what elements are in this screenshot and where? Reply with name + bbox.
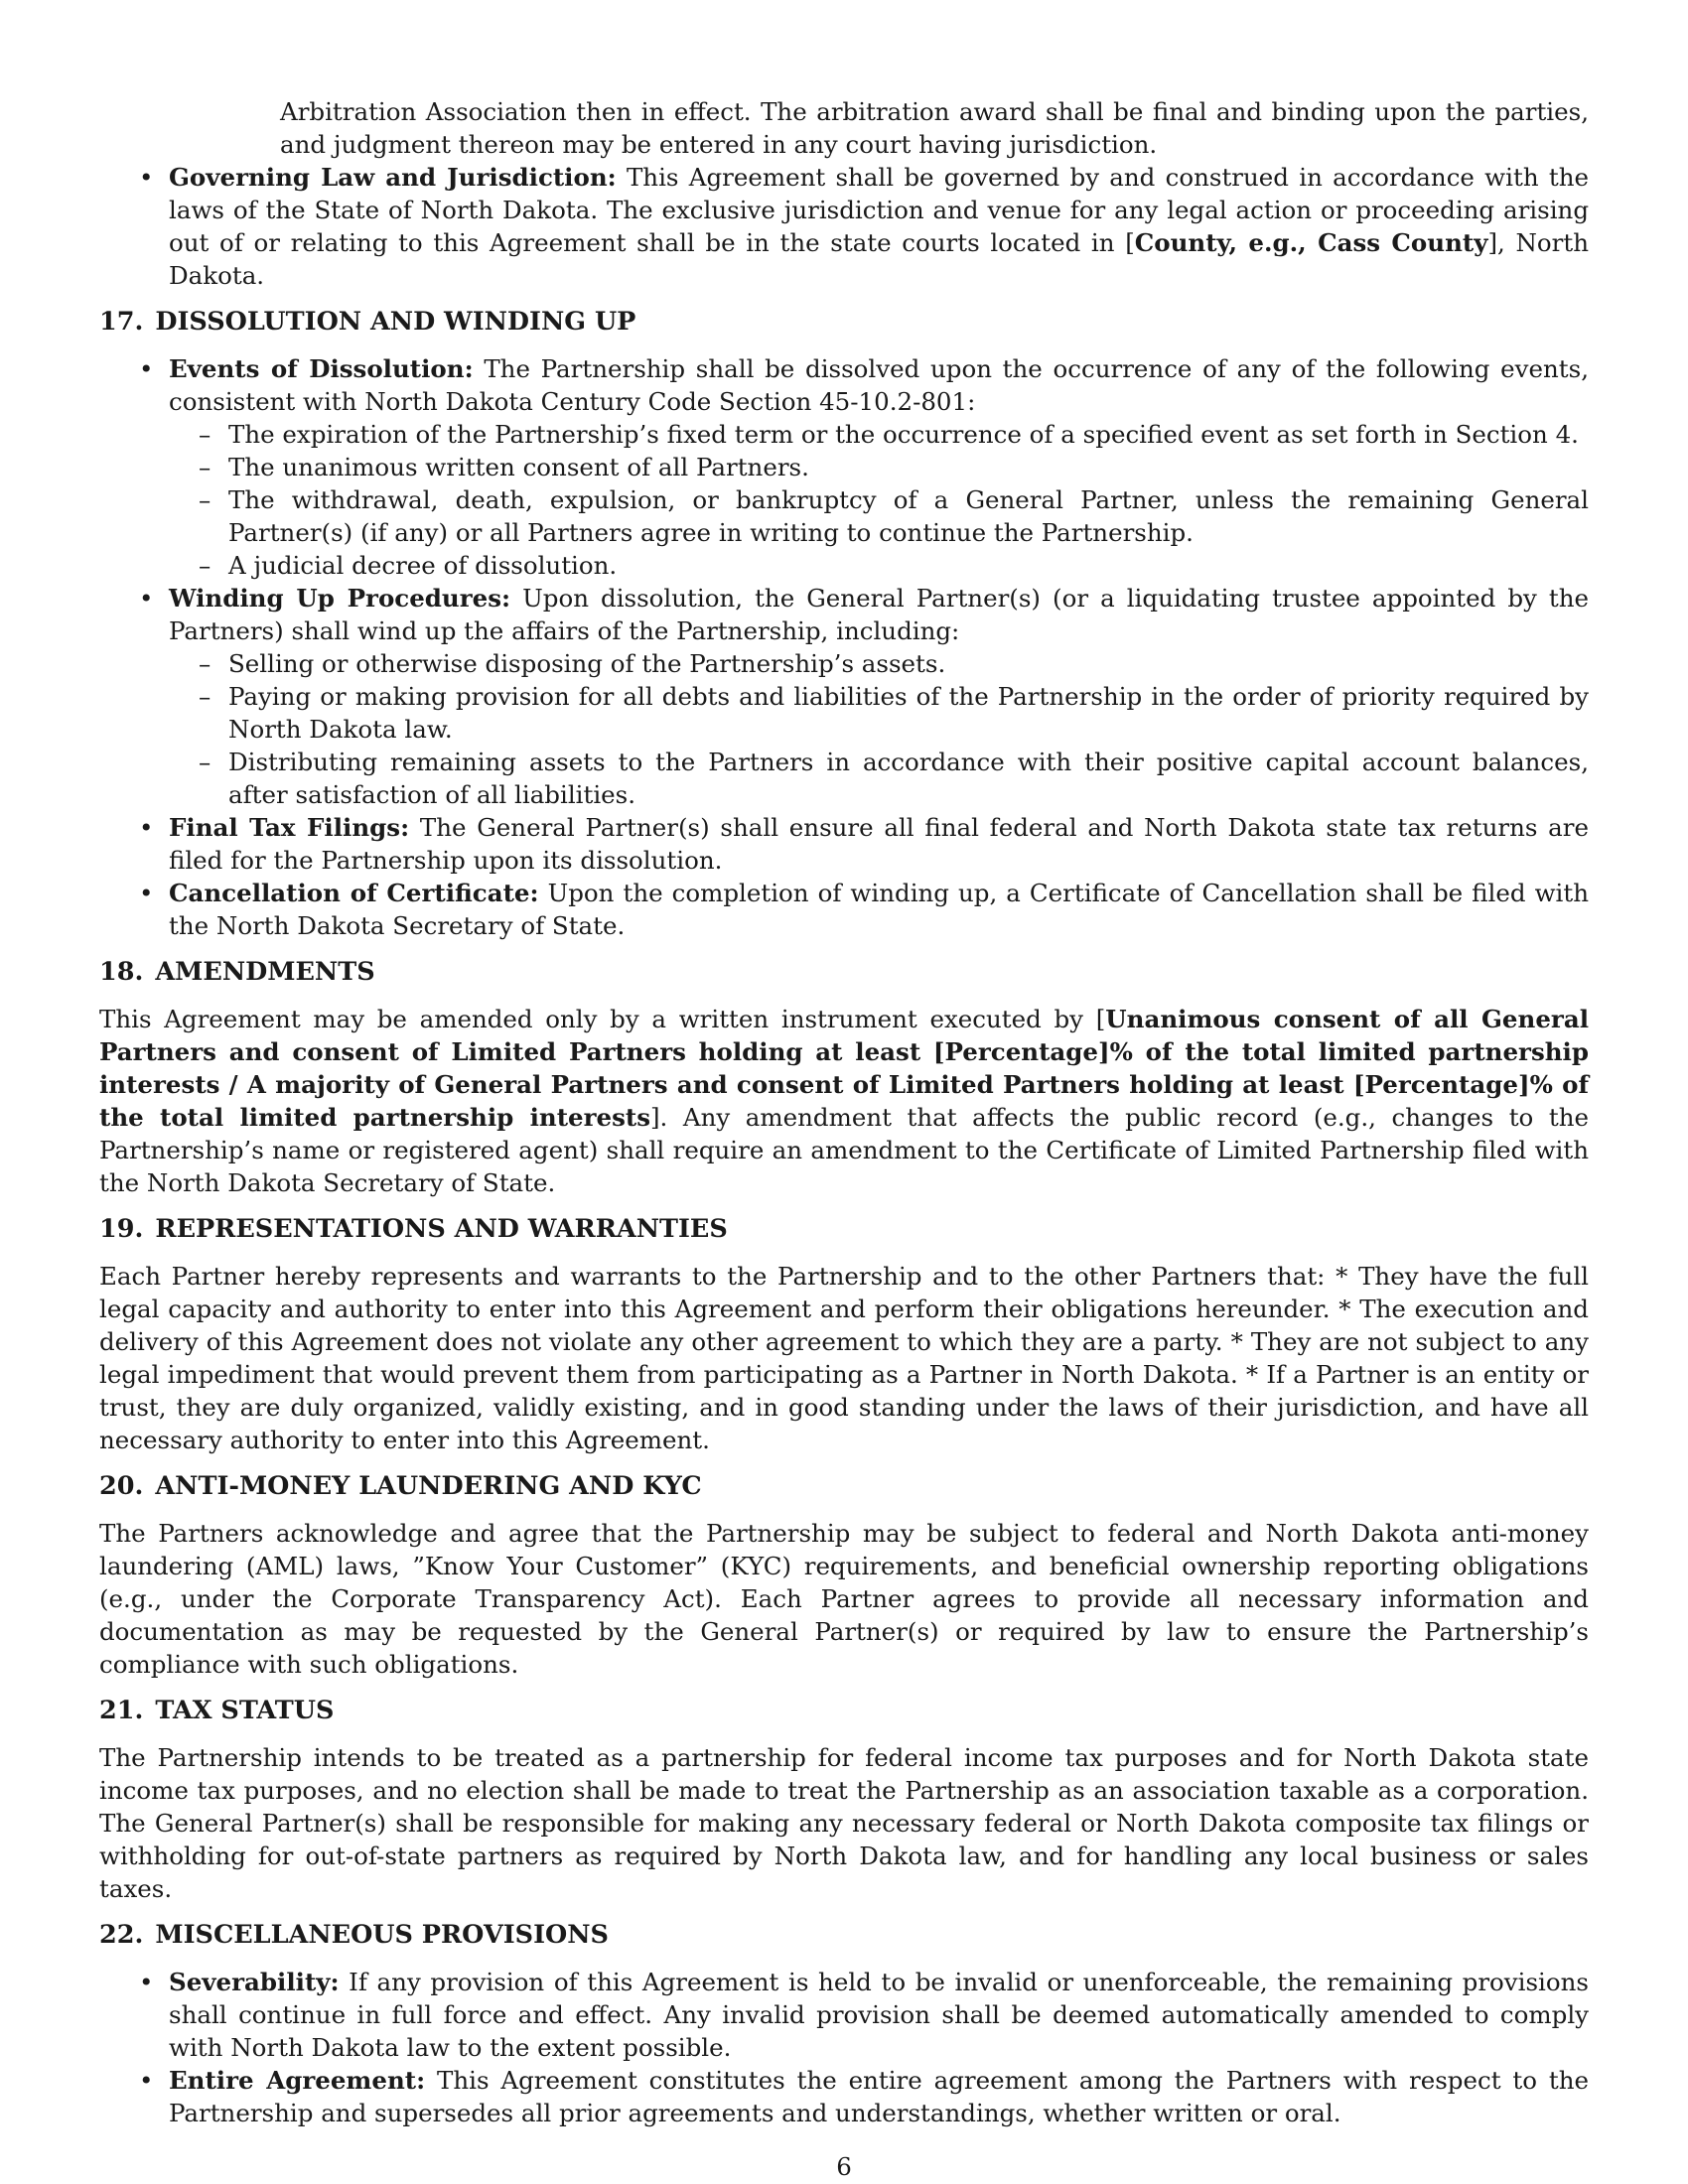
governing-law-item: [99, 161, 1589, 292]
governing-law-text: This Agreement shall be governed by and construed in accordance with the laws of the State of North Dakota. The exclusive jurisdiction and venue for any legal action or proceeding arising out of or relating to this Agreement shall be in the state courts located in [: [169, 163, 1590, 257]
governing-law-label: Governing Law and Jurisdiction:: [169, 163, 617, 192]
section-20-heading: [99, 1470, 1589, 1503]
events-of-dissolution-item: [99, 352, 1589, 582]
entire-agreement-label: Entire Agreement:: [169, 2066, 426, 2095]
list-item: – Selling or otherwise disposing of the Partnership’s assets.: [169, 647, 1589, 680]
winding-up-item: [99, 582, 1589, 811]
section-number: 21.: [99, 1696, 144, 1725]
severability-label: Severability:: [169, 1968, 340, 1996]
section-title: TAX STATUS: [155, 1696, 335, 1725]
list-item: – The expiration of the Partnership’s fixed term or the occurrence of a specified event as set forth in Section 4.: [169, 418, 1589, 451]
amendments-text: This Agreement may be amended only by a written instrument executed by [: [99, 1005, 1106, 1033]
dispute-list: [99, 161, 1589, 292]
final-tax-label: Final Tax Filings:: [169, 813, 410, 842]
list-item: – A judicial decree of dissolution.: [169, 549, 1589, 582]
section-title: AMENDMENTS: [155, 957, 375, 987]
entire-agreement-text: This Agreement constitutes the entire agreement among the Partners with respect to the Partnership and supersedes all prior agreements and understandings, whether written or oral.: [169, 2066, 1589, 2127]
amendments-placeholder: Unanimous consent of all General Partners and consent of Limited Partners holding at least [Percentage]% of the total limited partnership interests / A majority of General Partners and consent of Limited Partners holding at least [Percentage]% of the total limited partnership interests: [99, 1005, 1589, 1132]
aml-kyc-paragraph: The Partners acknowledge and agree that the Partnership may be subject to federal and North Dakota anti-money laundering (AML) laws, ”Know Your Customer” (KYC) requirements, and beneficial ownership reporting obligations (e.g., under the Corporate Transparency Act). Each Partner agrees to provide all necessary information and documentation as may be requested by the General Partner(s) or required by law to ensure the Partnership’s compliance with such obligations.: [99, 1519, 1589, 1679]
final-tax-text: The General Partner(s) shall ensure all final federal and North Dakota state tax returns are filed for the Partnership upon its dissolution.: [169, 813, 1589, 875]
list-item: – The unanimous written consent of all Partners.: [169, 451, 1589, 483]
section-number: 17.: [99, 307, 144, 337]
section-21-heading: [99, 1695, 1589, 1727]
governing-law-text-end: ], North Dakota.: [169, 228, 1589, 290]
section-19-heading: [99, 1213, 1589, 1246]
section-17-heading: [99, 306, 1589, 339]
dissolution-list: [99, 352, 1589, 942]
events-text: The Partnership shall be dissolved upon the occurrence of any of the following events, consistent with North Dakota Century Code Section 45-10.2-801:: [169, 354, 1589, 416]
winding-sublist: [169, 647, 1589, 811]
section-22-heading: [99, 1919, 1589, 1952]
cancellation-label: Cancellation of Certificate:: [169, 879, 539, 907]
section-title: MISCELLANEOUS PROVISIONS: [155, 1920, 609, 1950]
county-placeholder: County, e.g., Cass County: [1134, 228, 1488, 257]
section-number: 18.: [99, 957, 144, 987]
cancellation-item: [99, 877, 1589, 942]
misc-list: [99, 1966, 1589, 2129]
representations-paragraph: Each Partner hereby represents and warrants to the Partnership and to the other Partners that: * They have the full legal capacity and authority to enter into this Agreement and perform their obligations hereunder. * The execution and delivery of this Agreement does not violate any other agreement to which they are a party. * They are not subject to any legal impediment that would prevent them from participating as a Partner in North Dakota. * If a Partner is an entity or trust, they are duly organized, validly existing, and in good standing under the laws of their jurisdiction, and have all necessary authority to enter into this Agreement.: [99, 1262, 1589, 1454]
severability-text: If any provision of this Agreement is held to be invalid or unenforceable, the remaining provisions shall continue in full force and effect. Any invalid provision shall be deemed automatically amended to comply with North Dakota law to the extent possible.: [169, 1968, 1589, 2062]
document-page: [99, 95, 1589, 2129]
winding-label: Winding Up Procedures:: [169, 584, 511, 613]
final-tax-item: [99, 811, 1589, 877]
section-18-heading: [99, 956, 1589, 989]
list-item: – Paying or making provision for all debts and liabilities of the Partnership in the order of priority required by North Dakota law.: [169, 680, 1589, 746]
section-title: DISSOLUTION AND WINDING UP: [155, 307, 636, 337]
winding-text: Upon dissolution, the General Partner(s) (or a liquidating trustee appointed by the Partners) shall wind up the affairs of the Partnership, including:: [169, 584, 1589, 645]
tax-status-paragraph: The Partnership intends to be treated as a partnership for federal income tax purposes and for North Dakota state income tax purposes, and no election shall be made to treat the Partnership as an association taxable as a corporation. The General Partner(s) shall be responsible for making any necessary federal or North Dakota composite tax filings or withholding for out-of-state partners as required by North Dakota law, and for handling any local business or sales taxes.: [99, 1743, 1589, 1903]
list-item: – The withdrawal, death, expulsion, or bankruptcy of a General Partner, unless the remaining General Partner(s) (if any) or all Partners agree in writing to continue the Partnership.: [169, 483, 1589, 549]
section-number: 19.: [99, 1214, 144, 1244]
list-item: – Distributing remaining assets to the Partners in accordance with their positive capital account balances, after satisfaction of all liabilities.: [169, 746, 1589, 811]
amendments-text-end: ]. Any amendment that affects the public record (e.g., changes to the Partnership’s name or registered agent) shall require an amendment to the Certificate of Limited Partnership filed with the North Dakota Secretary of State.: [99, 1103, 1589, 1197]
entire-agreement-item: [99, 2064, 1589, 2129]
section-title: REPRESENTATIONS AND WARRANTIES: [155, 1214, 728, 1244]
section-title: ANTI-MONEY LAUNDERING AND KYC: [155, 1471, 702, 1501]
events-label: Events of Dissolution:: [169, 354, 474, 383]
severability-item: [99, 1966, 1589, 2064]
cancellation-text: Upon the completion of winding up, a Certificate of Cancellation shall be filed with the North Dakota Secretary of State.: [169, 879, 1589, 940]
arbitration-continuation: Arbitration Association then in effect. The arbitration award shall be final and binding upon the parties, and judgment thereon may be entered in any court having jurisdiction.: [280, 97, 1589, 159]
events-sublist: [169, 418, 1589, 582]
page-number: 6: [836, 2152, 852, 2181]
section-number: 22.: [99, 1920, 144, 1950]
amendments-paragraph: [99, 1003, 1589, 1199]
section-number: 20.: [99, 1471, 144, 1501]
